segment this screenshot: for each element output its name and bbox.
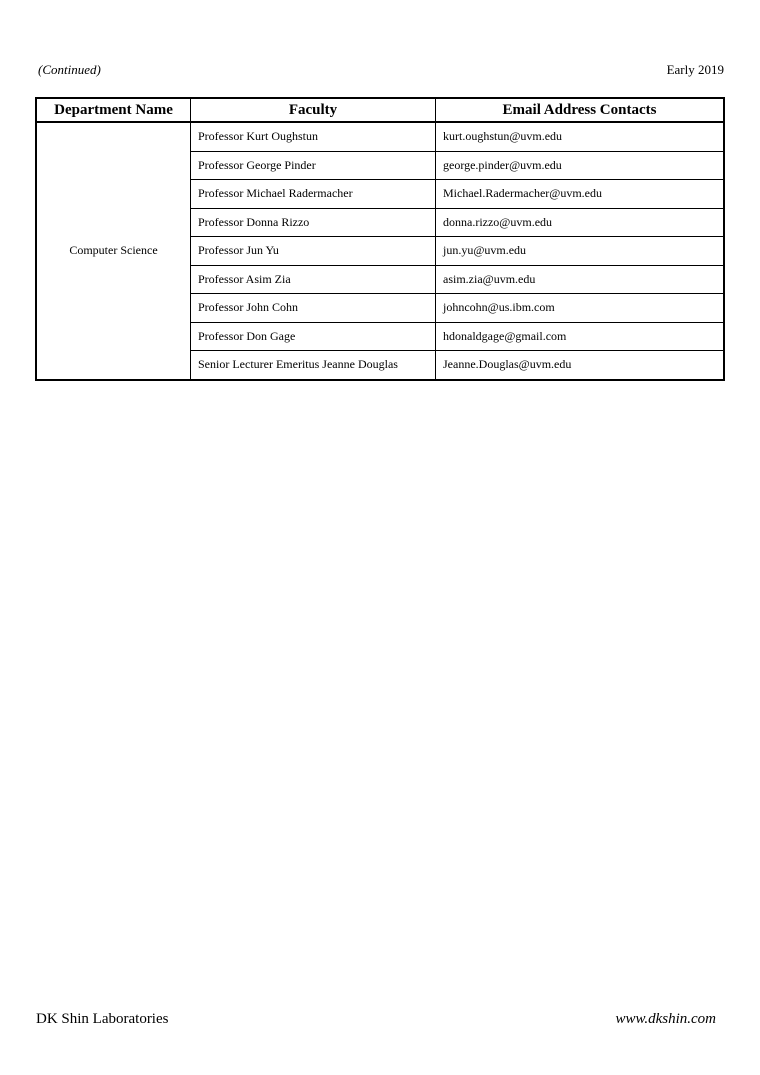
email-cell[interactable]: jun.yu@uvm.edu	[436, 237, 725, 266]
email-cell[interactable]: george.pinder@uvm.edu	[436, 151, 725, 180]
footer-company-name: DK Shin Laboratories	[36, 1011, 169, 1027]
footer-website-link[interactable]: www.dkshin.com	[615, 1011, 716, 1027]
faculty-cell: Professor Don Gage	[191, 322, 436, 351]
faculty-cell: Professor Donna Rizzo	[191, 208, 436, 237]
date-label: Early 2019	[666, 62, 724, 77]
faculty-cell: Professor John Cohn	[191, 294, 436, 323]
faculty-cell: Professor Kurt Oughstun	[191, 122, 436, 151]
email-cell[interactable]: donna.rizzo@uvm.edu	[436, 208, 725, 237]
faculty-cell: Professor Jun Yu	[191, 237, 436, 266]
faculty-cell: Senior Lecturer Emeritus Jeanne Douglas	[191, 351, 436, 380]
email-cell[interactable]: hdonaldgage@gmail.com	[436, 322, 725, 351]
table-header-row	[36, 98, 724, 122]
column-header-email: Email Address Contacts	[436, 98, 725, 122]
faculty-cell: Professor George Pinder	[191, 151, 436, 180]
email-cell[interactable]: asim.zia@uvm.edu	[436, 265, 725, 294]
email-cell[interactable]: Michael.Radermacher@uvm.edu	[436, 180, 725, 209]
column-header-department: Department Name	[36, 98, 191, 122]
email-cell[interactable]: Jeanne.Douglas@uvm.edu	[436, 351, 725, 380]
table-row	[36, 122, 724, 151]
faculty-table	[35, 97, 725, 381]
faculty-cell: Professor Asim Zia	[191, 265, 436, 294]
email-cell[interactable]: johncohn@us.ibm.com	[436, 294, 725, 323]
column-header-faculty: Faculty	[191, 98, 436, 122]
department-cell: Computer Science	[36, 122, 191, 380]
email-cell[interactable]: kurt.oughstun@uvm.edu	[436, 122, 725, 151]
continued-label: (Continued)	[38, 62, 101, 77]
faculty-cell: Professor Michael Radermacher	[191, 180, 436, 209]
